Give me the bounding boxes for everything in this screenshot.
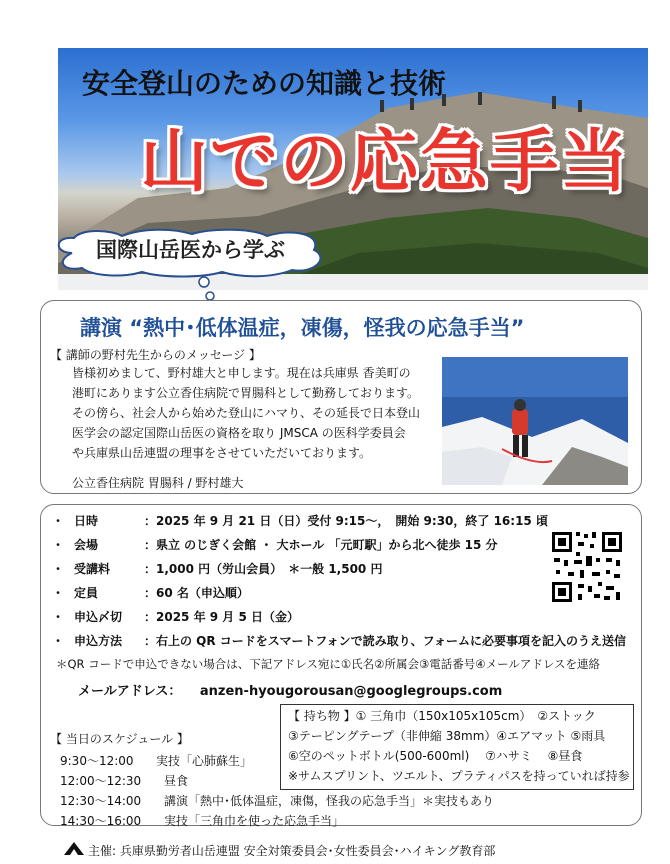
- lecture-title: 講演 “熱中･低体温症，凍傷，怪我の応急手当”: [80, 316, 525, 340]
- message-line: 皆様初めまして、野村雄大と申します。現在は兵庫県 香美町の: [72, 366, 411, 380]
- schedule-item: 実技「三角巾を使った応急手当」: [164, 814, 345, 828]
- info-label: 日時: [74, 514, 99, 528]
- schedule-time: 12:30～14:00: [60, 794, 142, 808]
- info-row-date: ・ 日時 ：2025 年 9 月 21 日（日）受付 9:15～， 開始 9:30，終了 16:15 頃: [52, 514, 548, 528]
- schedule-row: [60, 772, 188, 789]
- message-line: その傍ら、社会人から始めた登山にハマり、その延長で日本登山: [72, 406, 421, 420]
- info-row-fee: ・ 受講料 ：1,000 円（労山会員） ＊一般 1,500 円: [52, 562, 383, 576]
- organizer-footer: 主催: 兵庫県勤労者山岳連盟 安全対策委員会･女性委員会･ハイキング教育部: [88, 844, 496, 858]
- items-line: ⑥空のペットボトル(500-600ml) ⑦ハサミ ⑧昼食: [288, 749, 583, 763]
- schedule-item: 昼食: [164, 774, 189, 788]
- schedule-item: 実技「心肺蘇生」: [156, 754, 253, 768]
- info-value: ：県立 のじぎく会館 ・ 大ホール 「元町駅」から北へ徒歩 15 分: [144, 538, 498, 552]
- message-label: 【 講師の野村先生からのメッセージ 】: [50, 348, 261, 362]
- message-line: 医学会の認定国際山岳医の資格を取り JMSCA の医科学委員会: [72, 426, 406, 440]
- info-row-deadline: ・ 申込〆切 ：2025 年 9 月 5 日（金）: [52, 610, 299, 624]
- message-line: 港町にあります公立香住病院で胃腸科として勤務しております。: [72, 386, 420, 400]
- schedule-row: [60, 792, 494, 809]
- info-row-method: ・ 申込方法 ：右上の QR コードをスマートフォンで読み取り、フォームに必要事項を記入のうえ送信: [52, 634, 627, 648]
- info-label: 受講料: [74, 562, 111, 576]
- email-label: メールアドレス：: [78, 684, 182, 699]
- info-value: ：右上の QR コードをスマートフォンで読み取り、フォームに必要事項を記入のうえ送信: [144, 634, 627, 648]
- info-value: ：2025 年 9 月 21 日（日）受付 9:15～， 開始 9:30，終了 16:15 頃: [144, 514, 548, 528]
- schedule-row: [60, 812, 344, 829]
- fallback-note: ＊QR コードで申込できない場合は、下記アドレス宛に①氏名②所属会③電話番号④メールアドレスを連絡: [56, 657, 601, 671]
- items-line: ③テーピングテープ（非伸縮 38mm）④エアマット ⑤雨具: [288, 729, 606, 743]
- info-value: ：1,000 円（労山会員） ＊一般 1,500 円: [144, 562, 383, 576]
- schedule-time: 12:00～12:30: [60, 774, 142, 788]
- qr-code[interactable]: [550, 530, 624, 604]
- info-label: 定員: [74, 586, 99, 600]
- email-address[interactable]: anzen-hyougorousan@googlegroups.com: [199, 684, 503, 699]
- lecturer-signature: 公立香住病院 胃腸科 / 野村雄大: [72, 476, 244, 490]
- schedule-label: 【 当日のスケジュール 】: [50, 732, 189, 746]
- items-line: ※サムスプリント、ツエルト、プラティパスを持っていれば持参: [288, 769, 630, 783]
- schedule-row: [60, 752, 252, 769]
- lecturer-photo: [442, 357, 628, 485]
- info-value: ：60 名（申込順）: [144, 586, 249, 600]
- schedule-time: 9:30～12:00: [60, 754, 134, 768]
- info-label: 申込方法: [74, 634, 123, 648]
- info-row-capacity: ・ 定員 ：60 名（申込順）: [52, 586, 249, 600]
- cloud-text: 国際山岳医から学ぶ: [96, 238, 285, 262]
- items-line: 【 持ち物 】① 三角巾（150x105x105cm） ②ストック: [288, 709, 596, 723]
- schedule-item: 講演「熱中･低体温症，凍傷，怪我の応急手当」＊実技もあり: [164, 794, 495, 808]
- info-label: 申込〆切: [74, 610, 123, 624]
- hero-title: 安全登山のための知識と技術: [82, 67, 447, 100]
- info-label: 会場: [74, 538, 99, 552]
- email-row: [78, 680, 502, 699]
- main-title: 山での応急手当: [140, 123, 631, 202]
- info-row-venue: ・ 会場 ：県立 のじぎく会館 ・ 大ホール 「元町駅」から北へ徒歩 15 分: [52, 538, 498, 552]
- message-line: や兵庫県山岳連盟の理事をさせていただいております。: [72, 446, 372, 460]
- info-value: ：2025 年 9 月 5 日（金）: [144, 610, 299, 624]
- schedule-time: 14:30～16:00: [60, 814, 142, 828]
- mountain-logo-icon: [64, 841, 84, 855]
